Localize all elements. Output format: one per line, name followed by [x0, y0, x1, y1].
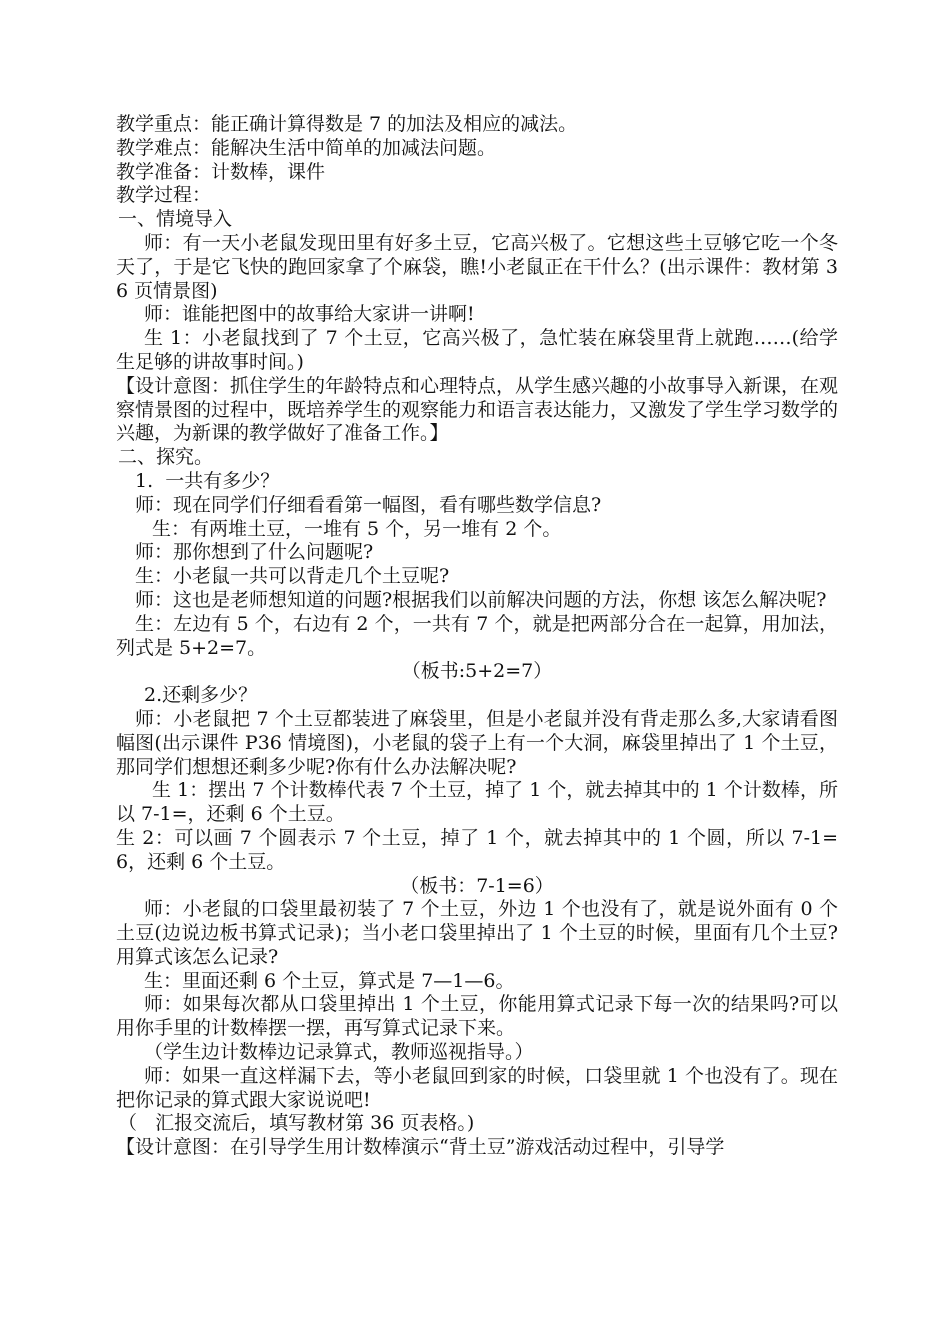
paragraph: 师：谁能把图中的故事给大家讲一讲啊!	[144, 303, 475, 326]
paragraph: 生 2：可以画 7 个圆表示 7 个土豆，掉了 1 个，就去掉其中的 1 个圆，所以 7-1=6，还剩 6 个土豆。	[116, 826, 838, 873]
document-body	[116, 113, 838, 1160]
paragraph: 生：小老鼠一共可以背走几个土豆呢?	[135, 565, 450, 588]
paragraph: 生：左边有 5 个，右边有 2 个，一共有 7 个，就是把两部分合在一起算，用加法，列式是 5+2=7。	[116, 612, 838, 659]
paragraph: （学生边计数棒边记录算式，教师巡视指导。）	[144, 1041, 534, 1064]
paragraph: 师：有一天小老鼠发现田里有好多土豆，它高兴极了。它想这些土豆够它吃一个冬天了，于是它飞快的跑回家拿了个麻袋，瞧!小老鼠正在干什么？(出示课件：教材第 36 页情景图)	[116, 231, 838, 302]
paragraph: 二、探究。	[118, 446, 214, 469]
paragraph: 教学难点：能解决生活中简单的加减法问题。	[116, 136, 497, 159]
paragraph: （ 汇报交流后，填写教材第 36 页表格。)	[118, 1112, 475, 1135]
paragraph: 1. 一共有多少？	[135, 469, 280, 492]
paragraph: 生 1：摆出 7 个计数棒代表 7 个土豆，掉了 1 个，就去掉其中的 1 个计数棒，所以 7-1=，还剩 6 个土豆。	[116, 779, 838, 826]
paragraph: （板书:5+2=7）	[401, 660, 553, 683]
paragraph: 教学过程：	[116, 184, 212, 207]
paragraph: 一、情境导入	[118, 208, 233, 231]
paragraph: 教学准备：计数棒，课件	[116, 160, 326, 183]
paragraph: 师：那你想到了什么问题呢?	[135, 541, 374, 564]
paragraph: 师：如果每次都从口袋里掉出 1 个土豆，你能用算式记录下每一次的结果吗?可以用你手里的计数棒摆一摆，再写算式记录下来。	[116, 993, 838, 1040]
paragraph: 师：小老鼠的口袋里最初装了 7 个土豆，外边 1 个也没有了，就是说外面有 0 个土豆(边说边板书算式记录)；当小老口袋里掉出了 1 个土豆的时候，里面有几个土豆?用算式该怎么记录?	[116, 898, 838, 968]
paragraph: （板书：7-1=6）	[400, 874, 554, 897]
paragraph: 生：里面还剩 6 个土豆，算式是 7—1—6。	[144, 969, 515, 992]
paragraph: 2.还剩多少？	[144, 684, 258, 707]
paragraph: 师：小老鼠把 7 个土豆都装进了麻袋里，但是小老鼠并没有背走那么多,大家请看图幅图(出示课件 P36 情境图)，小老鼠的袋子上有一个大洞，麻袋里掉出了 1 个土豆，那同学们想想还剩多少呢?你有什么办法解决呢?	[116, 707, 838, 778]
paragraph: 生：有两堆土豆，一堆有 5 个，另一堆有 2 个。	[152, 517, 562, 540]
paragraph: 师：如果一直这样漏下去，等小老鼠回到家的时候，口袋里就 1 个也没有了。现在把你记录的算式跟大家说说吧!	[116, 1064, 838, 1111]
paragraph: 【设计意图：在引导学生用计数棒演示“背土豆”游戏活动过程中，引导学	[116, 1136, 725, 1159]
paragraph: 【设计意图：抓住学生的年龄特点和心理特点，从学生感兴趣的小故事导入新课，在观察情景图的过程中，既培养学生的观察能力和语言表达能力，又激发了学生学习数学的兴趣，为新课的教学做好了准备工作。】	[116, 374, 839, 445]
paragraph: 教学重点：能正确计算得数是 7 的加法及相应的减法。	[116, 113, 578, 135]
paragraph: 师：这也是老师想知道的问题?根据我们以前解决问题的方法，你想 该怎么解决呢?	[135, 588, 827, 611]
paragraph: 师：现在同学们仔细看看第一幅图，看有哪些数学信息?	[135, 493, 602, 516]
paragraph: 生 1：小老鼠找到了 7 个土豆，它高兴极了，急忙装在麻袋里背上就跑……(给学生足够的讲故事时间。)	[116, 327, 838, 373]
